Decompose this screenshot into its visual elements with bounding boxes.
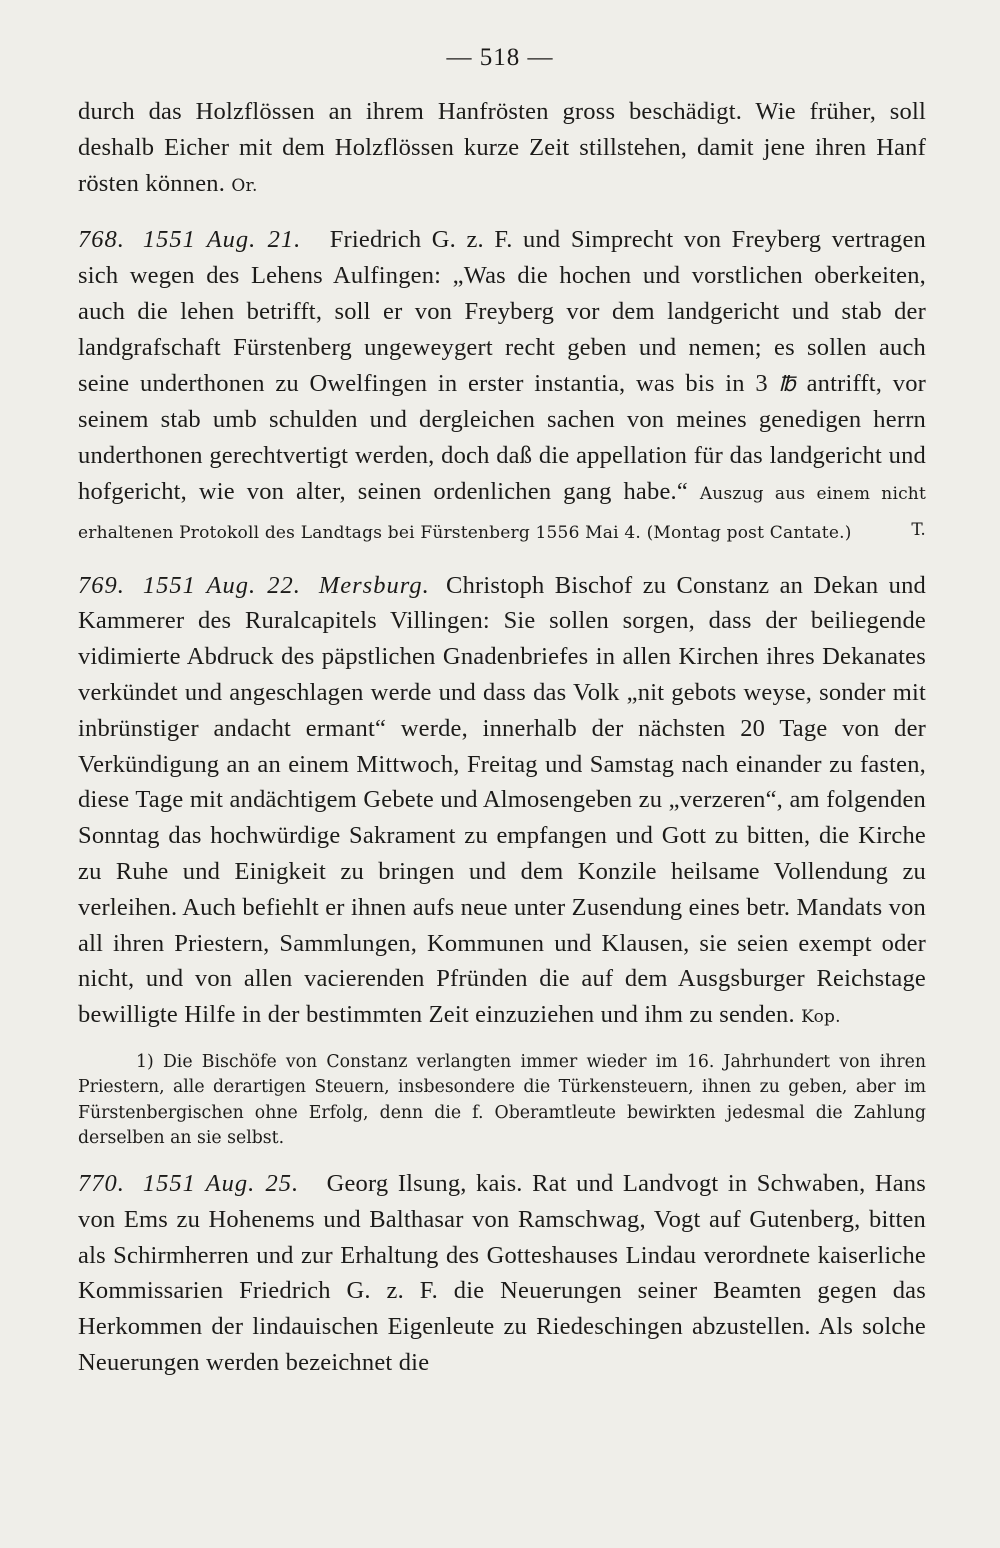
entry-768-source: T. — [911, 519, 926, 540]
entry-768-text-b: antrifft, vor seinem stab umb schulden und dergleichen sachen von meines genedigen herrn underthonen gerechtvertigt werden, doch daß die appellation für das landgericht und hofgericht, wie von alter, seinen ordenlichen gang habe.“ — [78, 369, 927, 505]
footnote — [78, 1050, 926, 1152]
entry-768 — [78, 222, 926, 551]
entry-768-heading — [78, 226, 319, 253]
entry-770-heading — [78, 1170, 317, 1197]
entry-769-place: Mersburg. — [318, 571, 430, 599]
footnote-text: Die Bischöfe von Constanz verlangten immer wieder im 16. Jahrhundert von ihren Priestern, alle derartigen Steuern, insbesondere die Türkensteuern, ihnen zu geben, aber im Fürstenbergischen ohne Erfolg, denn die f. Oberamtleute bewirkten jedesmal die Zahlung derselben an sie selbst. — [78, 1051, 926, 1149]
entry-769-text: Christoph Bischof zu Constanz an Dekan und Kammerer des Ruralcapitels Villingen: Sie sollen sorgen, dass der beiliegende vidimierte Abdruck des päpstlichen Gnadenbriefes in allen Kirchen ihres Dekanates verkündet und angeschlagen werde und dass das Volk „nit gebots weyse, sonder mit inbrünstiger andacht ermant“ werde, innerhalb der nächsten 20 Tage von der Verkündigung an an einem Mittwoch, Freitag und Samstag nach einander zu fasten, diese Tage mit andächtigem Gebete und Almosengeben zu „verzeren“, am folgenden Sonntag das hochwürdige Sakrament zu empfangen und Gott zu bitten, die Kirche zu Ruhe und Einigkeit zu bringen und dem Konzile heilsame Vollendung zu verleihen. Auch befiehlt er ihnen aufs neue unter Zusendung eines betr. Mandats von all ihren Priestern, Sammlungen, Kommunen und Klausen, sie seien exempt oder nicht, und von allen vacierenden Pfründen die auf dem Ausgsburger Reichstage bewilligte Hilfe in der bestimmten Zeit einzuziehen und ihm zu senden. — [78, 571, 927, 1029]
entry-770-date: 1551 Aug. 25. — [142, 1169, 300, 1197]
entry-768-date: 1551 Aug. 21. — [142, 226, 302, 254]
continuation-source: Or. — [231, 175, 258, 196]
entry-769 — [78, 568, 926, 1036]
continuation-paragraph — [78, 94, 926, 204]
entry-769-heading — [78, 572, 436, 599]
footnote-mark: 1) — [136, 1051, 154, 1072]
pound-abbreviation: ℔ — [778, 371, 796, 396]
page-body — [78, 94, 926, 1381]
entry-770-number: 770. — [78, 1169, 125, 1197]
entry-769-source: Kop. — [801, 1007, 841, 1028]
entry-768-text-a: Friedrich G. z. F. und Simprecht von Freyberg vertragen sich wegen des Lehens Aulfingen: „Was die hochen und vorstlichen oberkeiten, auch die lehen betrifft, soll er von Freyberg vor dem landgericht und stab der landgrafschaft Fürstenberg ungeweygert recht geben und nemen; es sollen auch seine underthonen zu Owelfingen in erster instantia, was bis in 3 — [78, 226, 926, 397]
entry-768-number: 768. — [78, 226, 125, 254]
entry-769-date: 1551 Aug. 22. — [142, 571, 301, 599]
continuation-text: durch das Holzflössen an ihrem Hanfrösten gross beschädigt. Wie früher, soll deshalb Eicher mit dem Holzflössen kurze Zeit stillstehen, damit jene ihren Hanf rösten können. — [78, 98, 926, 197]
entry-770 — [78, 1166, 926, 1381]
page-number: — 518 — — [446, 44, 554, 71]
entry-770-text: Georg Ilsung, kais. Rat und Landvogt in Schwaben, Hans von Ems zu Hohenems und Balthasar von Ramschwag, Vogt auf Gutenberg, bitten als Schirmherren und zur Erhaltung des Gotteshauses Lindau verordnete kaiserliche Kommissarien Friedrich G. z. F. die Neuerungen seiner Beamten gegen das Herkommen der lindauischen Eigenleute zu Riedeschingen abzustellen. Als solche Neuerungen werden bezeichnet die — [78, 1169, 926, 1376]
entry-768-note: Auszug aus einem nicht erhaltenen Protokoll des Landtags bei Fürstenberg 1556 Mai 4. (Montag post Cantate.) — [78, 483, 926, 543]
entry-769-number: 769. — [78, 571, 125, 599]
